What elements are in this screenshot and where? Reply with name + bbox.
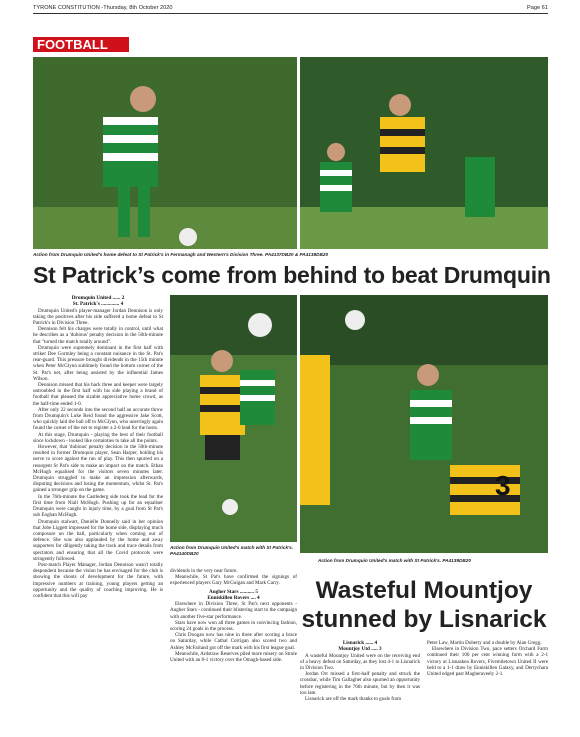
paragraph: After only 22 seconds into the second half an accurate throw from Drumquin's Luke Reid found the aggressive Jake Scott, who quickly laid the ball off to McGlynn, who unerringly again found the corner of the net to register a 2-0 lead for the hosts. (33, 406, 163, 432)
paragraph: dividends in the very near future. (170, 568, 238, 574)
football-player-photo-left (33, 57, 297, 249)
paragraph: Drumquin were supremely dominant in the first half with striker Dee Gormley being a constant nuisance in the St. Pat's rear-guard. This pressure brought dividends in the 15th minute when Peter McGlynn sublimely found the bottom corner of the St. Pat's net, after being assisted by the influential James Wilson. (33, 344, 163, 382)
paragraph: A wasteful Mountjoy United were on the receiving end of a heavy defeat on Saturday, as they lost 4-1 to Lisnarick in Division Two. (300, 652, 420, 671)
article2-column2 (427, 640, 548, 677)
football-player-photo-right (300, 57, 548, 249)
paragraph: Drumquin stalwart, Danielle Donnelly said in her opinion that Jobe Liggett impressed for the home side, displaying much composure on the ball, particularly when coming out of defence. She was also applauded by the home and away supporters for diligently taking the track and trace details from spectators and ensuring that all the Covid protocols were stringently followed. (33, 518, 163, 562)
right-photo (300, 295, 548, 553)
score-augher-stars: Augher Stars ........... 5 (209, 588, 258, 595)
article2-body-col2 (427, 640, 548, 677)
paragraph: Stars have now won all three games in convincing fashion, scoring 24 goals in the process. (170, 619, 297, 633)
article2-headline (300, 576, 548, 634)
paragraph: Meanwhile, Ardstraw Reserves piled more misery on Strule United with an 8-1 victory over the Omagh-based side. (170, 650, 297, 664)
paragraph: Peter Law, Martin Doherty and a double by Alan Gregg. (427, 640, 542, 646)
paragraph: Jordan Orr missed a first-half penalty and struck the crossbar, while Tim Gallagher also spurned an opportunity before registering in the 76th minute, but by then it was too late. (300, 671, 420, 696)
paragraph: At this stage, Drumquin - playing the best of their football since lockdown - looked like certainties to take all the points. (33, 431, 163, 444)
article1-column1 (33, 295, 163, 599)
paragraph: Meanwhile, St Pat's have confirmed the signings of experienced players Gary McGuigan and Mark Carry. (170, 574, 297, 587)
section-title: FOOTBALL (37, 37, 108, 52)
publication-line: TYRONE CONSTITUTION -Thursday, 8th October 2020 (33, 5, 173, 11)
paragraph: Dennison missed that his back three and keeper were largely untroubled in the first half with his side playing a brand of football that pleased the sizable appreciative home crowd, as the half-time ended 1-0. (33, 382, 163, 407)
top-photo-right (300, 57, 548, 249)
score-mountjoy: Mountjoy Utd ..... 3 (338, 646, 382, 653)
right-photo-caption: Action from Drumquin United's match with St Patrick's. PA4139DB20 (318, 558, 471, 563)
top-photo-left (33, 57, 297, 249)
score-lisnarick: Lisnarick ...... 4 (342, 640, 378, 646)
football-match-photo-middle (170, 295, 297, 542)
article1-body-col2a (170, 568, 297, 587)
svg-text:3: 3 (495, 470, 511, 501)
article1-body-col2b (170, 601, 297, 663)
article2-headline-line2: stunned by Lisnarick (301, 606, 547, 633)
paragraph: Elsewhere in Division Three, St Pat's next opponents - Augher Stars - continued their blistering start to the campaign with another five-star performance. (170, 601, 297, 620)
paragraph: Post-match Player Manager, Jordan Dennison wasn't totally despondent because the vision he has envisaged for the club is showing the shoots of development for the future, with impressive numbers at training, young players getting an opportunity and the quality of coaching improving. He is confident that this will pay (33, 561, 163, 599)
score-st-patricks: St. Patrick's .............. 4 (72, 301, 124, 308)
article2-column1 (300, 640, 420, 702)
paragraph: In the 76th-minute the Castlederg side took the lead for the first time from Niall McHugh. Pushing up for an equaliser Drumquin were caught in injury time, by a goal from St Pat's sub Eoghan McHugh. (33, 493, 163, 519)
middle-photo-caption: Action from Drumquin United's match with St Patrick's. PA4140DB20 (170, 545, 294, 556)
page-number: Page 61 (527, 5, 548, 11)
football-match-photo-right (300, 295, 548, 553)
middle-photo (170, 295, 297, 542)
score-drumquin: Drumquin United ...... 2 (71, 295, 125, 301)
paragraph: However, that 'dubious' penalty decision in the 50th-minute resulted in former Drumquin player, Sean Harper, holding his nerve to score against the run of play. This then spurred on a resurgent St Pat's side to make an impact on the match. Ethan McHugh equalised for the visitors seven minutes later. Drumquin struggled to make an impression afterwards, disputing decisions and losing the momentum, whilst St. Pat's gained a stronger grip on the game. (33, 444, 163, 494)
top-photo-caption: Action from Drumquin United's home defeat to St Patrick's in Fermanagh and Western's Division Three. PA4137DB20 & PA4138DB20 (33, 252, 329, 257)
article2-body-col1 (300, 653, 420, 703)
article1-headline: St Patrick’s come from behind to beat Drumquin (33, 262, 551, 288)
paragraph: Dennison felt his charges were totally in control, until what he describes as a 'dubious' penalty decision in the 50th-minute that "turned the match totally around". (33, 326, 163, 345)
header-rule (33, 13, 548, 14)
article1-body-col1 (33, 308, 163, 600)
score-enniskillen-rovers: Enniskillen Rovers .... 4 (207, 594, 260, 601)
article1-column2 (170, 568, 297, 663)
paragraph: Lisnarick are off the mark thanks to goals from (305, 696, 402, 703)
article2-headline-line1: Wasteful Mountjoy (315, 577, 533, 604)
paragraph: Elsewhere in Division Two, pace setters Orchard Farm continued their 100 per cent winning form with a 2-1 victory at Lisnaskea Rovers, Fivemiletown United II were held to a 1-1 draw by Enniskillen Galaxy, and Derrychara United edged past Magheraveely 2-1. (427, 646, 548, 678)
paragraph: Drumquin United's player-manager Jordan Dennison is only taking the positives after his side suffered a home defeat to St Patrick's in Division Three. (33, 307, 163, 326)
paragraph: Chris Doogan now has nine in three after scoring a brace on Saturday, while Cathal Corrigan also scored two and Ashley McFarland got off the mark with his first league goal. (170, 632, 297, 651)
